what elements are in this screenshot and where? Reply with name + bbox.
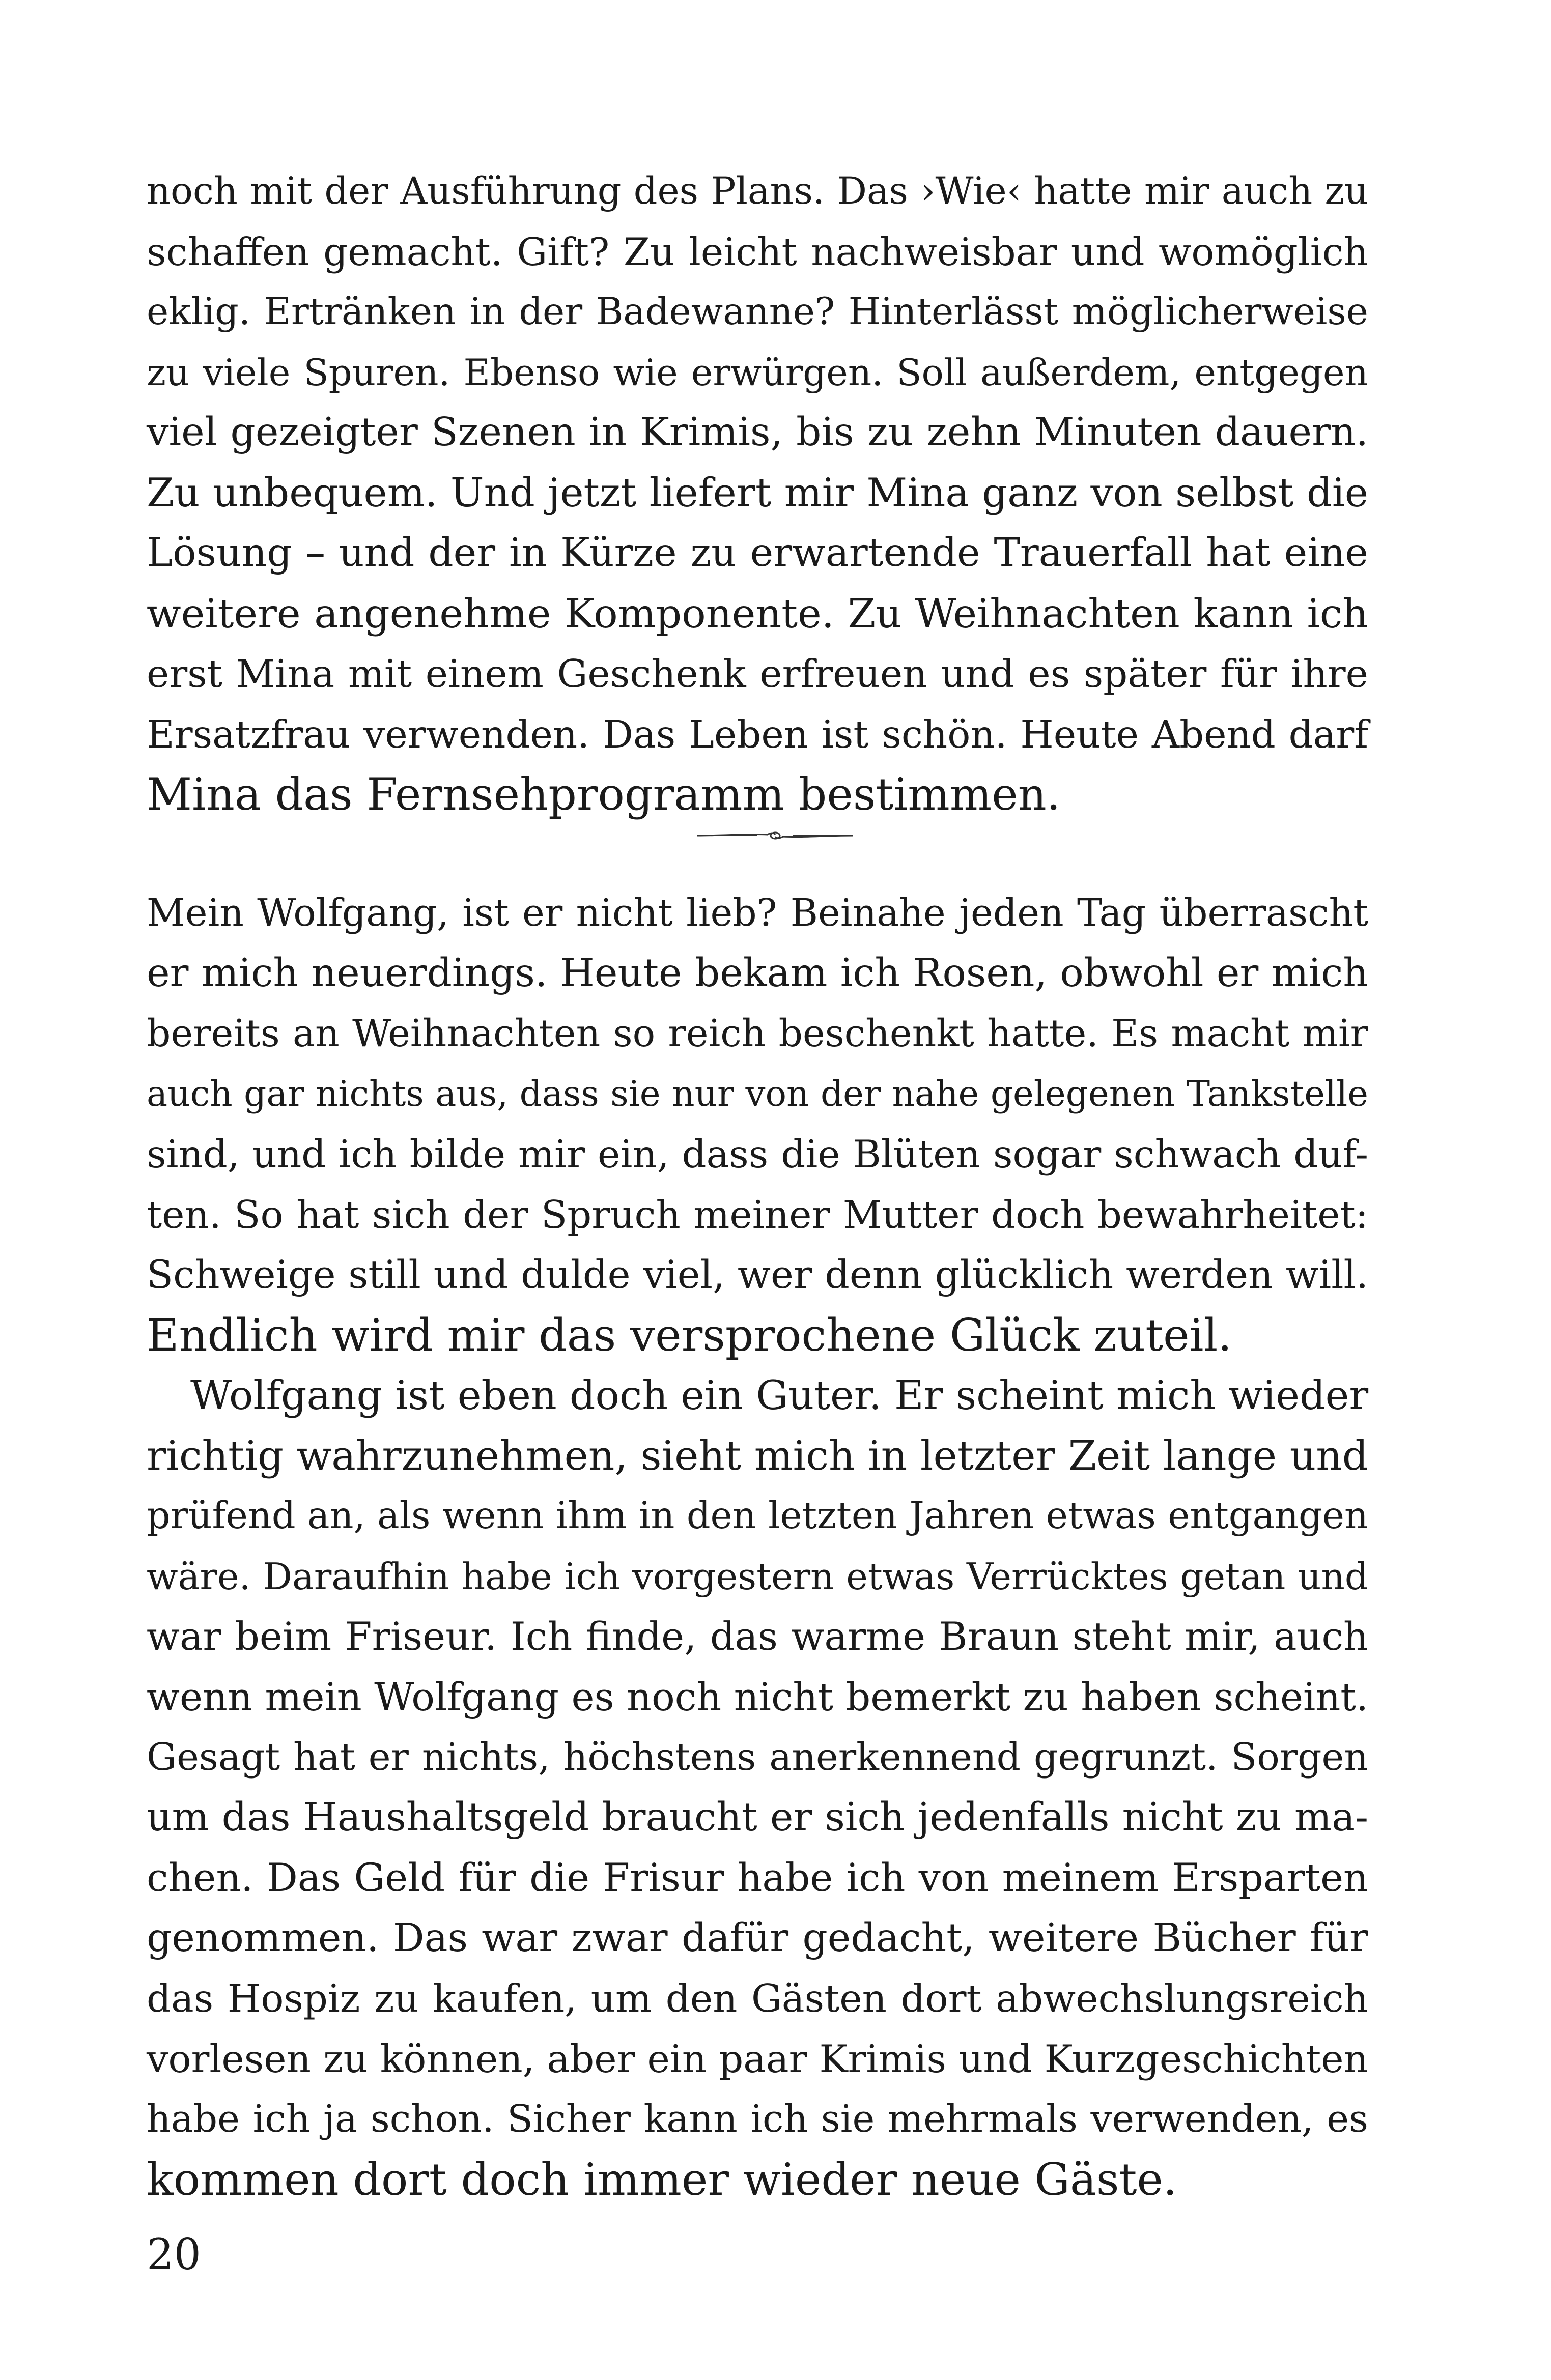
text-line: richtig wahrzunehmen, sieht mich in letzter Zeit lange und <box>147 1431 1368 1479</box>
text-line: kommen dort doch immer wieder neue Gäste. <box>147 2153 1177 2205</box>
text-line: auch gar nichts aus, dass sie nur von der nahe gelegenen Tankstelle <box>147 1073 1368 1114</box>
page-number: 20 <box>147 2229 201 2279</box>
text-line: das Hospiz zu kaufen, um den Gästen dort abwechslungsreich <box>147 1976 1368 2021</box>
section-one <box>147 161 1368 825</box>
text-line: erst Mina mit einem Geschenk erfreuen und es später für ihre <box>147 651 1368 696</box>
text-line: um das Haushaltsgeld braucht er sich jedenfalls nicht zu ma- <box>147 1794 1368 1840</box>
text-line: er mich neuerdings. Heute bekam ich Rosen, obwohl er mich <box>147 950 1368 996</box>
text-line: habe ich ja schon. Sicher kann ich sie mehrmals verwenden, es <box>147 2097 1368 2141</box>
text-line: wenn mein Wolfgang es noch nicht bemerkt zu haben scheint. <box>147 1674 1368 1719</box>
text-line: zu viele Spuren. Ebenso wie erwürgen. Soll außerdem, entgegen <box>147 351 1368 394</box>
text-line: prüfend an, als wenn ihm in den letzten Jahren etwas entgangen <box>147 1494 1368 1537</box>
text-line: genommen. Das war zwar dafür gedacht, weitere Bücher für <box>147 1915 1368 1961</box>
text-line: viel gezeigter Szenen in Krimis, bis zu zehn Minuten dauern. <box>147 410 1368 455</box>
text-line: Wolfgang ist eben doch ein Guter. Er scheint mich wieder <box>190 1372 1369 1419</box>
paragraph <box>147 883 1368 1365</box>
text-line: Endlich wird mir das versprochene Glück zuteil. <box>147 1309 1232 1361</box>
text-line: schaffen gemacht. Gift? Zu leicht nachweisbar und womöglich <box>147 229 1368 274</box>
text-line: noch mit der Ausführung des Plans. Das ›Wie‹ hatte mir auch zu <box>147 169 1368 213</box>
text-line: chen. Das Geld für die Frisur habe ich von meinem Ersparten <box>147 1855 1368 1900</box>
section-two <box>147 883 1368 2210</box>
text-line: Mina das Fernsehprogramm bestimmen. <box>147 768 1061 820</box>
text-line: Zu unbequem. Und jetzt liefert mir Mina ganz von selbst die <box>147 470 1368 516</box>
text-line: Schweige still und dulde viel, wer denn glücklich werden will. <box>147 1252 1368 1297</box>
text-line: bereits an Weihnachten so reich beschenkt hatte. Es macht mir <box>147 1012 1368 1055</box>
section-divider-ornament <box>696 826 854 845</box>
paragraph <box>147 1365 1368 2210</box>
text-line: Mein Wolfgang, ist er nicht lieb? Beinahe jeden Tag überrascht <box>147 891 1368 935</box>
text-line: Lösung – und der in Kürze zu erwartende Trauerfall hat eine <box>147 530 1368 576</box>
text-line: Gesagt hat er nichts, höchstens anerkennend gegrunzt. Sorgen <box>147 1735 1368 1779</box>
text-line: wäre. Daraufhin habe ich vorgestern etwas Verrücktes getan und <box>147 1555 1368 1598</box>
text-line: vorlesen zu können, aber ein paar Krimis und Kurzgeschichten <box>147 2036 1368 2081</box>
text-line: eklig. Ertränken in der Badewanne? Hinterlässt möglicherweise <box>147 290 1368 333</box>
text-line: weitere angenehme Komponente. Zu Weihnachten kann ich <box>147 590 1368 637</box>
text-line: ten. So hat sich der Spruch meiner Mutter doch bewahrheitet: <box>147 1192 1368 1237</box>
text-line: Ersatzfrau verwenden. Das Leben ist schön. Heute Abend darf <box>147 711 1368 757</box>
text-line: war beim Friseur. Ich finde, das warme Braun steht mir, auch <box>147 1614 1368 1659</box>
text-line: sind, und ich bilde mir ein, dass die Blüten sogar schwach duf- <box>147 1132 1368 1177</box>
